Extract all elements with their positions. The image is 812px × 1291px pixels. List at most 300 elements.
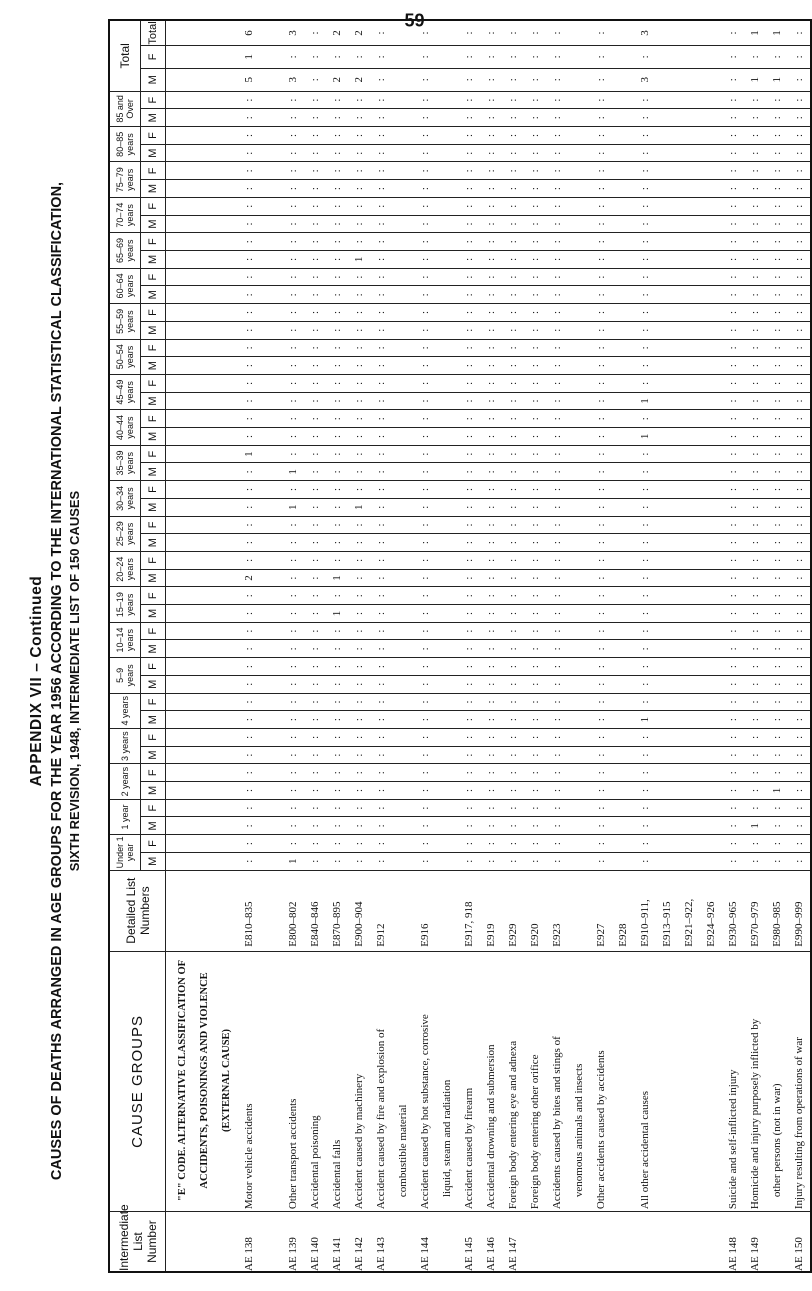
detailed-number: E920 (529, 923, 541, 947)
age-cell: : (243, 594, 255, 598)
age-cell: : (419, 328, 431, 332)
cause-label (678, 952, 700, 1211)
data-column (166, 640, 812, 658)
age-cell: : (639, 257, 651, 261)
age-cell: : (331, 682, 343, 686)
data-column (166, 445, 812, 463)
empty-cell (656, 304, 678, 321)
age-cell: : (331, 328, 343, 332)
age-cell: : (419, 204, 431, 208)
age-f-header: F (141, 91, 166, 109)
data-column (166, 693, 812, 711)
empty-cell (260, 782, 282, 799)
list-number-header: Intermediate List Number (109, 1212, 166, 1272)
age-cell: : (793, 594, 805, 598)
age-cell: : (353, 806, 365, 810)
empty-cell (260, 747, 282, 764)
empty-cell (260, 92, 282, 109)
data-column (166, 251, 812, 269)
data-column (166, 162, 812, 180)
data-column (166, 481, 812, 499)
empty-cell (612, 286, 634, 303)
age-cell: : (727, 753, 739, 757)
age-cell: : (353, 346, 365, 350)
empty-cell (678, 46, 700, 68)
age-cell: : (485, 222, 497, 226)
age-cell: : (485, 611, 497, 615)
age-cell: : (595, 647, 607, 651)
empty-cell (260, 269, 282, 286)
age-cell: : (419, 434, 431, 438)
age-cell: : (507, 788, 519, 792)
age-cell: : (375, 541, 387, 545)
age-m-header: M (141, 286, 166, 304)
age-cell: : (771, 470, 783, 474)
age-cell: : (551, 169, 563, 173)
empty-cell (612, 46, 634, 68)
data-column (166, 321, 812, 339)
age-cell: : (793, 629, 805, 633)
age-cell: : (771, 133, 783, 137)
empty-cell (612, 198, 634, 215)
age-cell: : (771, 116, 783, 120)
total-m-cell: 1 (749, 77, 761, 83)
age-cell: : (551, 381, 563, 385)
data-column (166, 516, 812, 534)
empty-cell (436, 587, 458, 604)
empty-cell (700, 764, 722, 781)
age-cell: : (243, 505, 255, 509)
age-cell: : (331, 700, 343, 704)
age-cell: : (727, 523, 739, 527)
age-cell: : (309, 133, 321, 137)
empty-cell (436, 818, 458, 835)
age-cell: : (727, 700, 739, 704)
age-cell: : (419, 310, 431, 315)
empty-cell (260, 835, 282, 852)
age-cell: : (463, 240, 475, 244)
age-cell: : (485, 788, 497, 792)
age-cell: : (375, 399, 387, 403)
age-cell: : (727, 558, 739, 562)
age-cell: : (771, 293, 783, 297)
empty-cell (436, 694, 458, 711)
empty-cell (568, 69, 590, 91)
total-m-cell: : (463, 78, 475, 82)
age-cell: : (771, 364, 783, 368)
total-m-cell: : (793, 78, 805, 82)
age-cell: : (793, 700, 805, 704)
age-cell: : (243, 169, 255, 173)
age-cell: : (639, 417, 651, 421)
age-cell: : (287, 310, 299, 315)
empty-cell (612, 517, 634, 534)
age-cell: : (485, 151, 497, 155)
age-cell: : (727, 842, 739, 846)
age-header: 40–44 years (109, 410, 141, 445)
detailed-number: E928 (617, 923, 629, 947)
age-cell: : (331, 187, 343, 191)
empty-cell (568, 340, 590, 357)
age-cell: : (309, 487, 321, 492)
age-cell: : (463, 98, 475, 102)
total-total-cell: : (309, 31, 321, 35)
empty-cell (260, 109, 282, 126)
age-cell: : (771, 576, 783, 580)
data-column (166, 109, 812, 127)
data-column (166, 392, 812, 410)
total-m-cell: 3 (287, 77, 299, 83)
age-cell: : (749, 753, 761, 757)
age-cell: : (463, 116, 475, 120)
list-number (766, 1212, 788, 1271)
age-cell: : (463, 275, 475, 279)
detailed-number: E910–911, (639, 899, 651, 947)
table-subtitle: SIXTH REVISION, 1948, INTERMEDIATE LIST OF 150 CAUSES (67, 490, 82, 872)
empty-cell (568, 127, 590, 144)
age-cell: : (485, 558, 497, 562)
age-cell: : (331, 629, 343, 633)
age-cell: : (353, 771, 365, 775)
empty-cell (678, 446, 700, 463)
age-cell: : (309, 310, 321, 315)
age-cell: : (595, 364, 607, 368)
empty-cell (260, 800, 282, 817)
age-cell: : (485, 240, 497, 244)
empty-cell (678, 145, 700, 162)
cause-label: Other transport accidents (287, 1098, 299, 1210)
detailed-number: E912 (375, 923, 387, 947)
age-cell: : (529, 222, 541, 226)
empty-cell (392, 499, 414, 516)
data-column (166, 534, 812, 552)
age-cell: : (639, 682, 651, 686)
empty-cell (392, 375, 414, 392)
empty-cell (436, 163, 458, 180)
age-m-header: M (141, 782, 166, 800)
age-cell: : (529, 434, 541, 438)
age-cell: : (463, 718, 475, 722)
total-total-cell: 3 (639, 30, 651, 36)
age-cell: : (771, 434, 783, 438)
total-f-cell: : (749, 55, 761, 59)
age-cell: : (375, 806, 387, 810)
age-cell: : (793, 718, 805, 722)
empty-cell (612, 694, 634, 711)
data-column (166, 658, 812, 676)
empty-cell (260, 21, 282, 45)
age-cell: : (529, 523, 541, 527)
empty-cell (568, 109, 590, 126)
age-cell: : (529, 293, 541, 297)
age-cell: : (507, 364, 519, 368)
age-cell: : (485, 523, 497, 527)
age-cell: : (529, 98, 541, 102)
age-cell: : (287, 824, 299, 828)
age-cell: : (485, 771, 497, 775)
empty-cell (700, 92, 722, 109)
age-cell: : (309, 98, 321, 102)
total-f-cell: : (595, 55, 607, 59)
age-cell: : (595, 842, 607, 846)
empty-cell (700, 729, 722, 746)
list-number (436, 1212, 458, 1271)
empty-cell (260, 658, 282, 675)
age-cell: : (287, 116, 299, 120)
age-cell: : (287, 293, 299, 297)
data-column (166, 675, 812, 693)
age-cell: : (463, 647, 475, 651)
age-cell: : (749, 151, 761, 155)
age-cell: : (639, 240, 651, 244)
total-f-cell: : (771, 55, 783, 59)
total-total-cell: : (529, 31, 541, 35)
cause-label (700, 952, 722, 1211)
age-cell: : (793, 310, 805, 315)
age-cell: : (309, 204, 321, 208)
empty-cell (700, 676, 722, 693)
detailed-number: E923 (551, 923, 563, 947)
age-cell: : (331, 842, 343, 846)
empty-cell (392, 198, 414, 215)
age-cell: : (529, 133, 541, 137)
total-f-header: F (141, 45, 166, 68)
empty-cell (700, 711, 722, 728)
age-cell: : (375, 257, 387, 261)
empty-cell (436, 410, 458, 427)
age-cell: : (793, 753, 805, 757)
age-cell: : (595, 151, 607, 155)
age-cell: : (749, 204, 761, 208)
age-cell: : (749, 735, 761, 739)
empty-cell (700, 658, 722, 675)
list-number: AE 139 (287, 1237, 299, 1271)
empty-cell (612, 534, 634, 551)
age-cell: : (551, 576, 563, 580)
age-header: 25–29 years (109, 516, 141, 551)
data-column (166, 746, 812, 764)
age-cell: : (727, 417, 739, 421)
age-cell: : (331, 204, 343, 208)
empty-cell (436, 322, 458, 339)
section-header-line: (EXTERNAL CAUSE) (221, 1028, 232, 1132)
age-cell: : (463, 611, 475, 615)
cause-label: Accident caused by fire and explosion of (375, 1028, 387, 1210)
age-cell: : (639, 222, 651, 226)
age-cell: : (243, 310, 255, 315)
age-cell: : (749, 310, 761, 315)
empty-cell (612, 499, 634, 516)
age-cell: : (287, 187, 299, 191)
age-cell: : (243, 558, 255, 562)
age-cell: : (507, 824, 519, 828)
age-cell: : (331, 116, 343, 120)
data-column (166, 197, 812, 215)
total-m-cell: : (727, 78, 739, 82)
age-cell: : (419, 541, 431, 545)
empty-cell (700, 517, 722, 534)
age-m-header: M (141, 180, 166, 198)
age-cell: : (287, 665, 299, 669)
age-cell: : (485, 505, 497, 509)
age-cell: : (551, 328, 563, 332)
empty-cell (392, 269, 414, 286)
list-number (656, 1212, 678, 1271)
age-cell: : (727, 133, 739, 137)
age-cell: : (375, 505, 387, 509)
age-cell: : (507, 98, 519, 102)
age-cell: : (309, 824, 321, 828)
empty-cell (700, 393, 722, 410)
age-cell: : (331, 346, 343, 350)
age-cell: : (485, 647, 497, 651)
total-m-cell: : (595, 78, 607, 82)
age-cell: : (463, 328, 475, 332)
empty-cell (568, 711, 590, 728)
empty-cell (568, 357, 590, 374)
age-cell: : (353, 364, 365, 368)
empty-cell (612, 180, 634, 197)
age-cell: : (419, 293, 431, 297)
empty-cell (568, 853, 590, 870)
age-cell: 1 (639, 398, 651, 404)
age-cell: : (771, 647, 783, 651)
age-cell: : (243, 240, 255, 244)
age-cell: : (419, 523, 431, 527)
age-cell: : (529, 470, 541, 474)
age-cell: : (551, 310, 563, 315)
list-number (612, 1212, 634, 1271)
age-cell: : (287, 204, 299, 208)
empty-cell (656, 587, 678, 604)
empty-cell (700, 499, 722, 516)
empty-cell (392, 92, 414, 109)
empty-cell (678, 517, 700, 534)
age-cell: : (639, 541, 651, 545)
age-cell: : (595, 682, 607, 686)
age-cell: : (375, 629, 387, 633)
age-cell: : (639, 187, 651, 191)
empty-cell (260, 375, 282, 392)
empty-cell (678, 428, 700, 445)
age-cell: : (375, 824, 387, 828)
age-cell: : (529, 240, 541, 244)
empty-cell (392, 623, 414, 640)
age-cell: : (771, 505, 783, 509)
detailed-number: E919 (485, 923, 497, 947)
age-cell: : (419, 842, 431, 846)
age-cell: : (287, 682, 299, 686)
age-cell: : (551, 629, 563, 633)
empty-cell (568, 322, 590, 339)
age-cell: : (639, 629, 651, 633)
age-cell: : (485, 381, 497, 385)
age-cell: : (551, 523, 563, 527)
age-cell: : (639, 364, 651, 368)
age-cell: : (507, 558, 519, 562)
age-cell: : (353, 718, 365, 722)
age-cell: : (485, 753, 497, 757)
empty-cell (656, 446, 678, 463)
age-cell: : (287, 700, 299, 704)
age-cell: : (331, 310, 343, 315)
data-column (166, 551, 812, 569)
empty-cell (700, 21, 722, 45)
empty-cell (392, 216, 414, 233)
age-cell: : (419, 806, 431, 810)
age-cell: 1 (287, 858, 299, 864)
total-total-cell: : (485, 31, 497, 35)
age-cell: : (639, 505, 651, 509)
age-cell: : (507, 381, 519, 385)
age-cell: : (353, 417, 365, 421)
age-cell: : (529, 452, 541, 456)
cause-label: Accidents caused by bites and stings of (551, 1036, 563, 1210)
age-cell: : (463, 806, 475, 810)
age-cell: : (419, 417, 431, 421)
empty-cell (612, 463, 634, 480)
data-column (166, 215, 812, 233)
age-cell: : (331, 505, 343, 509)
age-cell: : (639, 647, 651, 651)
data-column (166, 711, 812, 729)
age-m-header: M (141, 109, 166, 127)
age-cell: : (551, 434, 563, 438)
age-cell: : (331, 169, 343, 173)
age-f-header: F (141, 233, 166, 251)
empty-cell (260, 304, 282, 321)
age-cell: : (463, 399, 475, 403)
age-cell: : (529, 187, 541, 191)
age-m-header: M (141, 711, 166, 729)
empty-cell (700, 109, 722, 126)
age-header: 55–59 years (109, 304, 141, 339)
total-f-cell: : (331, 55, 343, 59)
empty-cell (392, 853, 414, 870)
empty-cell (392, 109, 414, 126)
age-cell: : (749, 718, 761, 722)
age-cell: : (485, 434, 497, 438)
age-cell: : (419, 611, 431, 615)
age-cell: : (529, 771, 541, 775)
age-cell: : (309, 594, 321, 598)
age-cell: : (353, 204, 365, 208)
age-cell: : (551, 735, 563, 739)
age-cell: : (243, 523, 255, 527)
age-cell: : (727, 771, 739, 775)
cause-label: Accident caused by hot substance, corrosive (419, 1014, 431, 1210)
age-cell: : (309, 558, 321, 562)
age-cell: : (287, 611, 299, 615)
age-cell: 1 (353, 504, 365, 510)
empty-cell (656, 818, 678, 835)
age-cell: : (243, 788, 255, 792)
age-cell: : (793, 204, 805, 208)
age-cell: : (331, 399, 343, 403)
age-cell: : (771, 222, 783, 226)
age-cell: : (419, 116, 431, 120)
age-cell: : (309, 346, 321, 350)
age-cell: : (771, 98, 783, 102)
age-cell: : (529, 346, 541, 350)
age-cell: : (551, 275, 563, 279)
age-cell: : (529, 505, 541, 509)
empty-cell (260, 393, 282, 410)
age-cell: : (529, 806, 541, 810)
empty-cell (392, 676, 414, 693)
age-cell: : (727, 629, 739, 633)
age-cell: : (529, 328, 541, 332)
